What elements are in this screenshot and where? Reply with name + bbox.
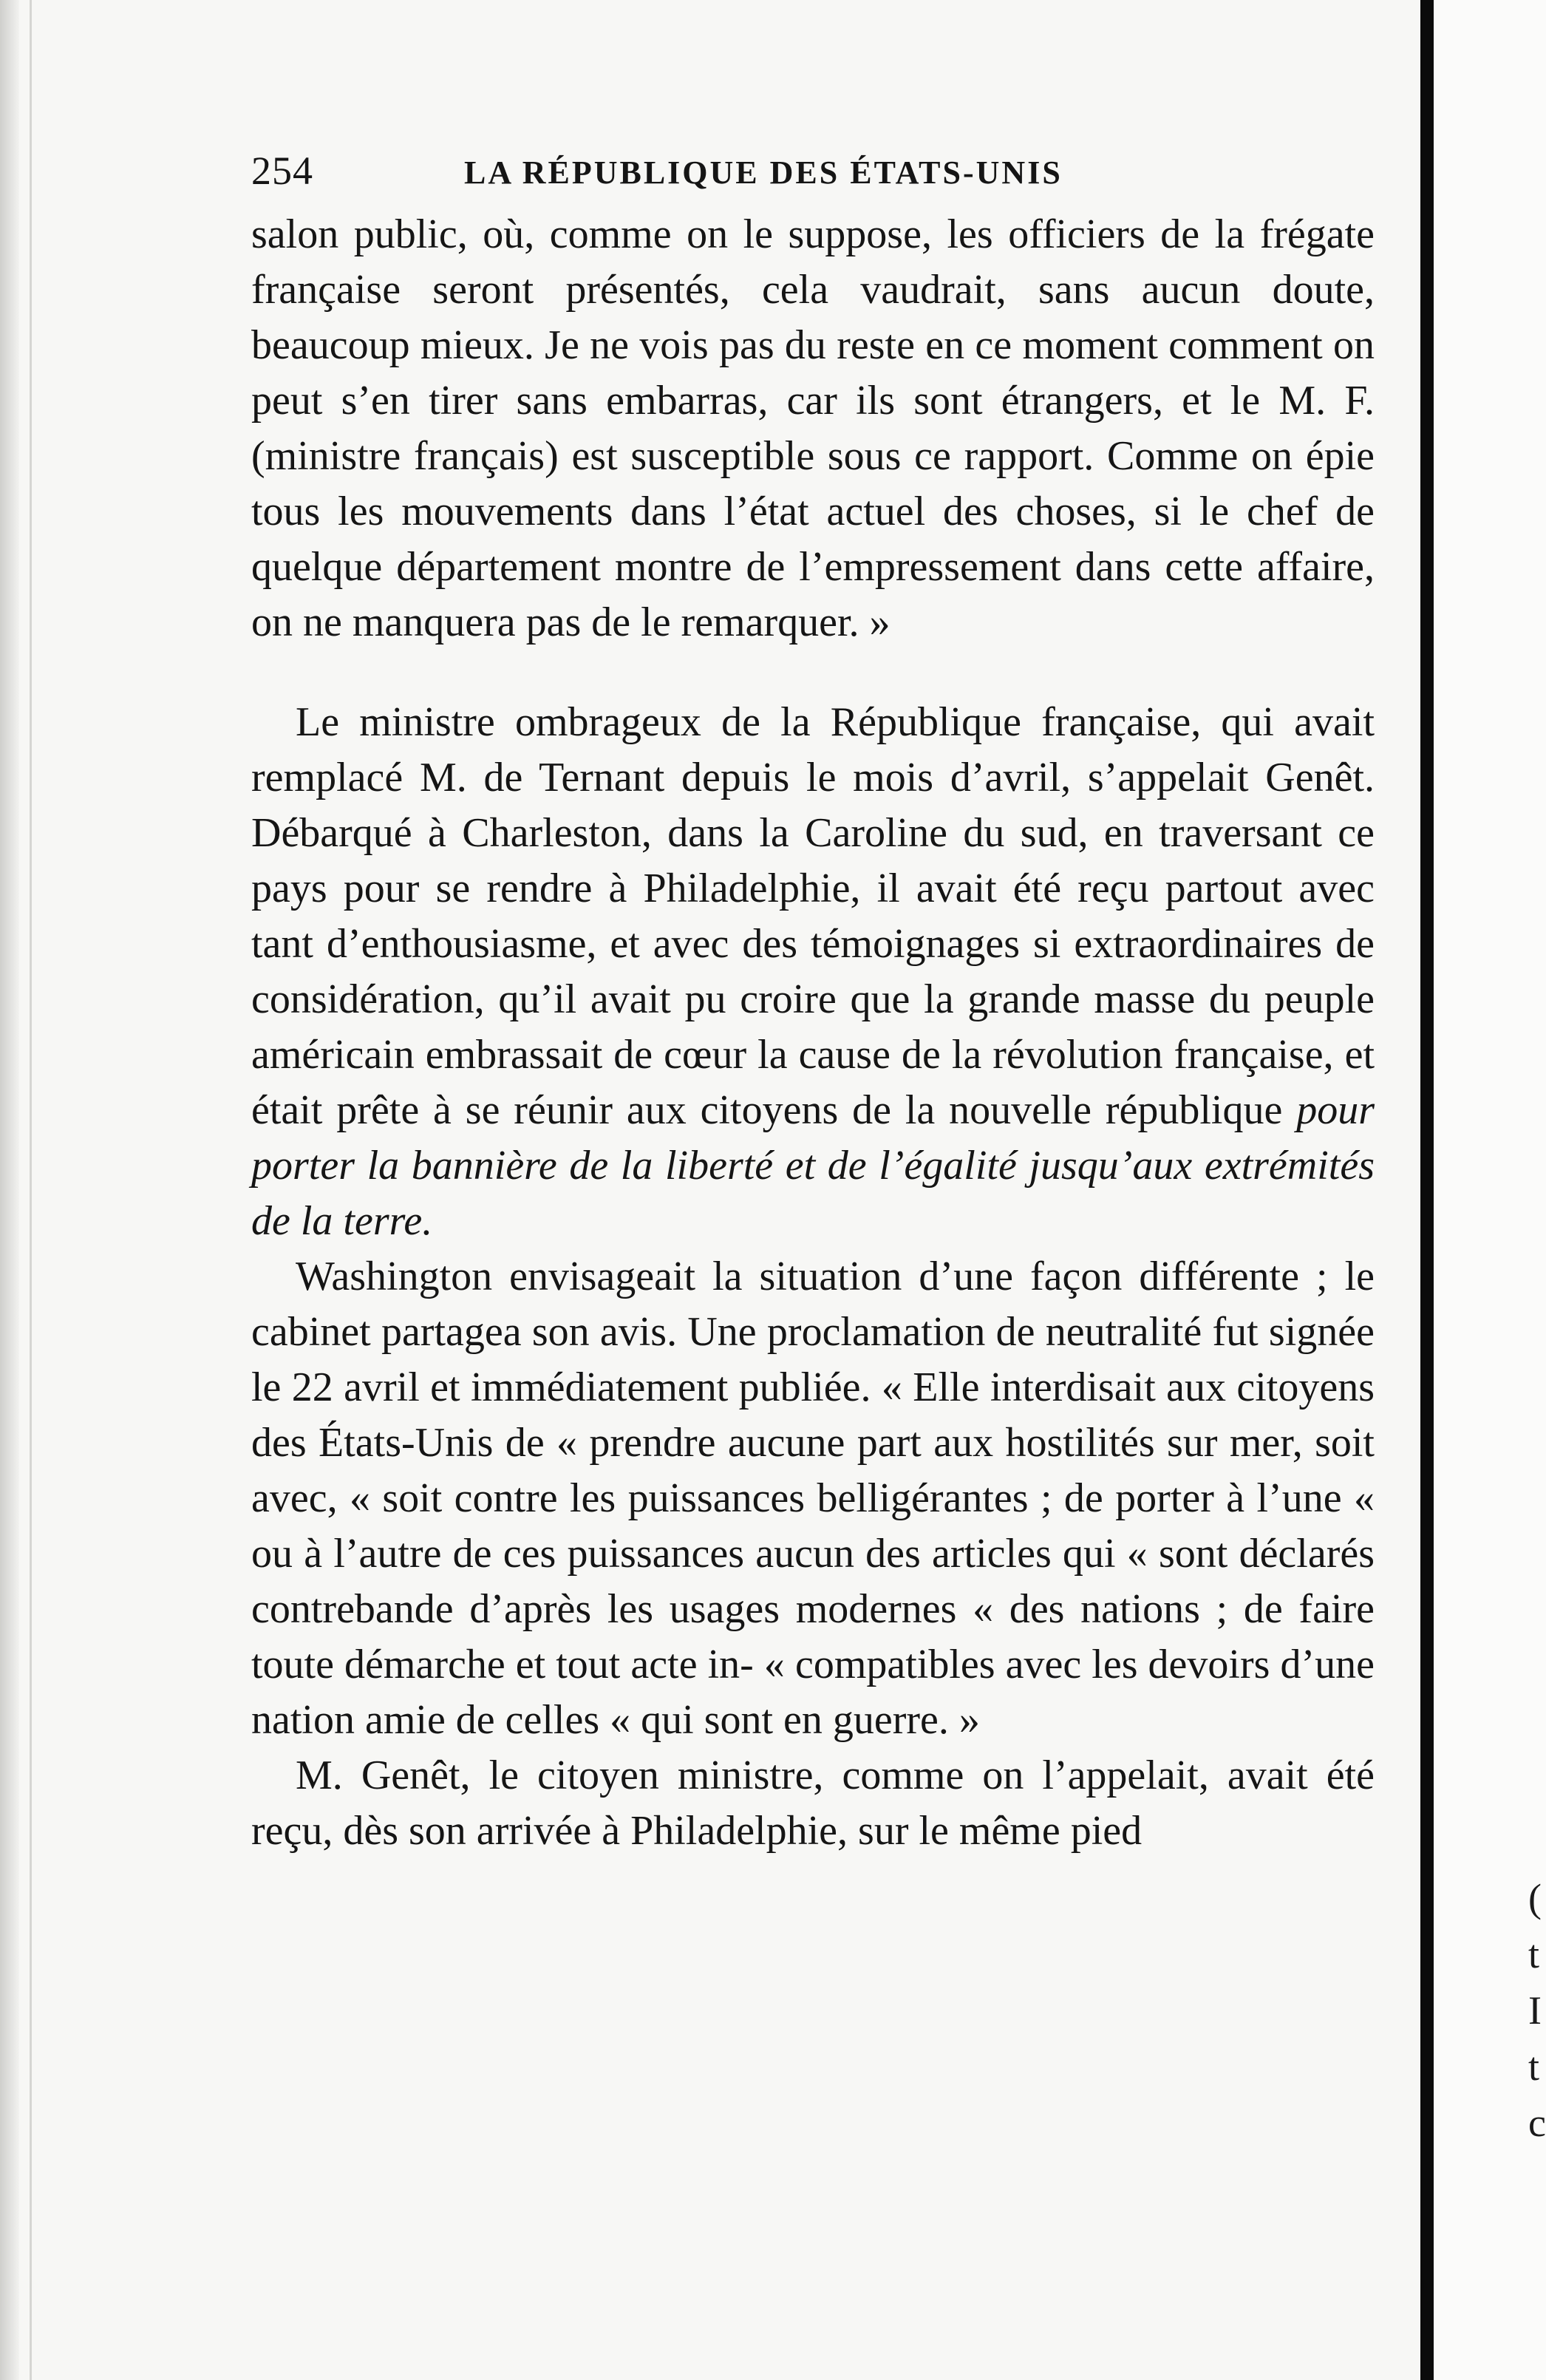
- paragraph-genet-reception: M. Genêt, le citoyen ministre, comme on l’appelait, avait été reçu, dès son arrivée à Philadelphie, sur le même pied: [251, 1752, 1375, 1854]
- facing-page-fragment: t: [1528, 1932, 1540, 1976]
- facing-page-fragment: I: [1528, 1988, 1542, 2033]
- facing-page-fragment: (: [1528, 1876, 1542, 1920]
- book-page: [251, 148, 1375, 1859]
- paragraph-neutrality-proclamation: Washington envisageait la situation d’une façon différente ; le cabinet partagea son avis. Une proclamation de neutralité fut signée le 22 avril et immédiatement publiée. « Elle interdisait aux citoyens des États-Unis de « prendre aucune part aux hostilités sur mer, soit avec, « soit contre les puissances belligérantes ; de porter à l’une « ou à l’autre de ces puissances aucun des articles qui « sont déclarés contrebande d’après les usages modernes « des nations ; de faire toute démarche et tout acte in- « compatibles avec les devoirs d’une nation amie de celles « qui sont en guerre. »: [251, 1254, 1375, 1743]
- paragraph-genet-intro: [251, 695, 1375, 1249]
- running-title: LA RÉPUBLIQUE DES ÉTATS-UNIS: [464, 154, 1063, 191]
- book-binding-gutter: [1420, 0, 1434, 2380]
- paragraph-text: Le ministre ombrageux de la République française, qui avait remplacé M. de Ternant depuis le mois d’avril, s’appelait Genêt. Débarqué à Charleston, dans la Caroline du sud, en traversant ce pays pour se rendre à Philadelphie, il avait été reçu partout avec tant d’enthousiasme, et avec des témoignages si extraordinaires de considération, qu’il avait pu croire que la grande masse du peuple américain embrassait de cœur la cause de la révolution française, et était prête à se réunir aux citoyens de la nouvelle république: [251, 699, 1375, 1133]
- page-left-fold-line: [30, 0, 32, 2380]
- facing-page-fragment: c: [1528, 2101, 1546, 2145]
- page-number: 254: [251, 149, 313, 193]
- page-left-edge: [0, 0, 19, 2380]
- paragraph-continued-quote: salon public, où, comme on le suppose, les officiers de la frégate française seront présentés, cela vaudrait, sans aucun doute, beaucoup mieux. Je ne vois pas du reste en ce moment comment on peut s’en tirer sans embarras, car ils sont étrangers, et le M. F. (ministre français) est susceptible sous ce rapport. Comme on épie tous les mouvements dans l’état actuel des choses, si le chef de quelque département montre de l’empressement dans cette affaire, on ne manquera pas de le remarquer. »: [251, 211, 1375, 645]
- facing-page-fragment: t: [1528, 2044, 1540, 2089]
- body-text: [251, 207, 1375, 1859]
- italic-quote: pour porter la bannière de la liberté et de l’égalité jusqu’aux extrémités de la terre.: [251, 1087, 1375, 1244]
- page-header: [251, 148, 1375, 203]
- facing-page-fragments: [1528, 1870, 1546, 2151]
